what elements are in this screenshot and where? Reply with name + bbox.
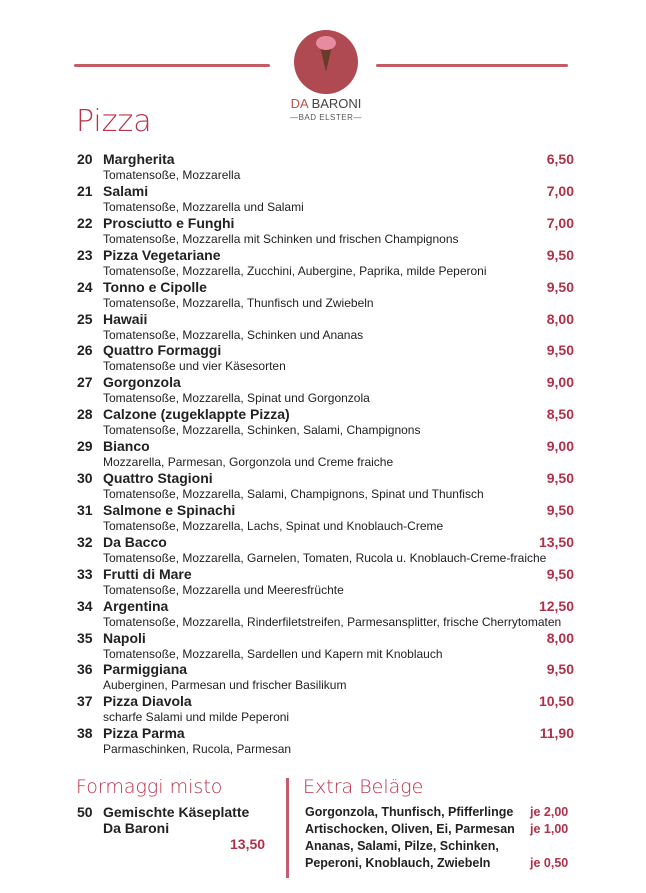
menu-item-price: 7,00	[546, 182, 574, 199]
brand-name	[270, 96, 382, 111]
menu-item-number: 33	[77, 565, 93, 582]
menu-item	[77, 215, 574, 247]
menu-item-description: Tomatensoße, Mozzarella, Sardellen und Kapern mit Knoblauch	[103, 646, 443, 661]
menu-item-description: Tomatensoße, Mozzarella	[103, 168, 241, 182]
menu-item	[77, 342, 574, 374]
menu-item-name: Frutti di Mare	[103, 565, 192, 582]
menu-item-number: 36	[77, 661, 93, 678]
menu-item-name: Gorgonzola	[103, 374, 181, 391]
menu-item-number: 20	[77, 151, 93, 167]
menu-item-number: 35	[77, 629, 93, 646]
section-title-pizza: Pizza	[76, 104, 152, 139]
menu-item	[77, 247, 574, 279]
menu-item-name: Argentina	[103, 597, 169, 614]
logo-icecream-icon	[294, 30, 358, 94]
brand-name-a: DA	[290, 96, 308, 111]
menu-item-name: Da Bacco	[103, 533, 167, 550]
menu-item	[77, 183, 574, 215]
menu-item-price: 9,50	[546, 342, 574, 359]
menu-item-name: Napoli	[103, 629, 146, 646]
section-title-formaggi: Formaggi misto	[76, 776, 223, 798]
section-divider	[286, 778, 289, 878]
menu-item-number: 21	[77, 182, 93, 199]
menu-item	[77, 470, 574, 502]
menu-item-description: Parmaschinken, Rucola, Parmesan	[103, 742, 292, 757]
menu-item	[77, 566, 574, 598]
decorative-rule-right	[376, 64, 568, 67]
menu-item	[77, 311, 574, 343]
menu-item-number: 31	[77, 501, 93, 518]
menu-item-name: Pizza Parma	[103, 725, 185, 742]
menu-item-price: 12,50	[538, 597, 574, 614]
menu-item-name: Pizza Diavola	[103, 693, 192, 710]
menu-item-description: Tomatensoße, Mozzarella und Salami	[103, 199, 304, 214]
menu-item-name: Prosciutto e Funghi	[103, 214, 235, 231]
menu-item-description: scharfe Salami und milde Peperoni	[103, 710, 290, 725]
menu-item	[77, 151, 574, 183]
menu-item-name: Quattro Stagioni	[103, 470, 213, 486]
menu-item-description: Tomatensoße, Mozzarella und Meeresfrüchte	[103, 582, 344, 597]
menu-item-description: Mozzarella, Parmesan, Gorgonzola und Creme fraiche	[103, 455, 394, 470]
menu-item-name: Salmone e Spinachi	[103, 501, 236, 518]
extra-topping-price: je 1,00	[530, 822, 569, 836]
menu-item-number: 28	[77, 406, 93, 423]
menu-item-name: Margherita	[103, 151, 175, 167]
menu-item-description: Auberginen, Parmesan und frischer Basilikum	[103, 678, 347, 693]
menu-item-price: 9,50	[546, 246, 574, 263]
menu-item-number: 32	[77, 533, 93, 550]
menu-item-price: 9,50	[546, 278, 574, 295]
menu-item-name: Quattro Formaggi	[103, 342, 222, 359]
menu-item-description: Tomatensoße, Mozzarella, Thunfisch und Zwiebeln	[103, 295, 374, 310]
extra-topping-price: je 2,00	[530, 805, 569, 819]
menu-item-price: 13,50	[538, 533, 574, 550]
menu-item	[77, 598, 574, 630]
menu-item-price: 7,00	[546, 214, 574, 231]
menu-item-number: 34	[77, 597, 93, 614]
menu-item-description: Tomatensoße, Mozzarella, Garnelen, Tomaten, Rucola u. Knoblauch-Creme-fraiche	[103, 550, 547, 565]
section-title-extra: Extra Beläge	[303, 776, 424, 798]
menu-item-price: 6,50	[546, 151, 574, 167]
menu-item-price: 9,50	[546, 661, 574, 678]
menu-item-price: 11,90	[539, 725, 574, 742]
extra-topping-line: Peperoni, Knoblauch, Zwiebeln	[305, 856, 491, 870]
menu-item-description: Tomatensoße, Mozzarella, Lachs, Spinat und Knoblauch-Creme	[103, 518, 444, 533]
menu-item-price: 9,50	[546, 470, 574, 486]
menu-item-price: 9,00	[546, 374, 574, 391]
menu-item-number: 23	[77, 246, 93, 263]
menu-item	[77, 406, 574, 438]
menu-item-price: 10,50	[538, 693, 574, 710]
formaggi-price: 13,50	[230, 836, 266, 852]
brand-name-b: BARONI	[311, 96, 362, 111]
menu-item-description: Tomatensoße, Mozzarella, Rinderfiletstreifen, Parmesansplitter, frische Cherrytomaten	[103, 614, 562, 629]
extra-topping-line: Artischocken, Oliven, Ei, Parmesan	[305, 822, 515, 836]
menu-item-price: 8,50	[546, 406, 574, 423]
menu-item-name: Calzone (zugeklappte Pizza)	[103, 406, 290, 423]
menu-item-number: 24	[77, 278, 93, 295]
formaggi-name-1: Gemischte Käseplatte	[103, 804, 250, 820]
menu-item	[77, 534, 574, 566]
extra-topping-line: Ananas, Salami, Pilze, Schinken,	[305, 839, 499, 853]
menu-item	[77, 630, 574, 662]
menu-item-description: Tomatensoße, Mozzarella mit Schinken und frischen Champignons	[103, 231, 459, 246]
menu-item-description: Tomatensoße, Mozzarella, Schinken, Salami, Champignons	[103, 423, 421, 438]
menu-item	[77, 502, 574, 534]
menu-item-number: 27	[77, 374, 93, 391]
decorative-rule-left	[74, 64, 270, 67]
menu-item	[77, 279, 574, 311]
menu-item-name: Bianco	[103, 438, 150, 455]
menu-item-description: Tomatensoße, Mozzarella, Salami, Champignons, Spinat und Thunfisch	[103, 487, 484, 501]
menu-item-number: 30	[77, 470, 93, 486]
menu-item-price: 8,00	[546, 310, 574, 327]
extra-topping-price: je 0,50	[530, 856, 569, 870]
menu-item-description: Tomatensoße, Mozzarella, Spinat und Gorgonzola	[103, 391, 370, 406]
menu-item	[77, 661, 574, 693]
menu-item-number: 37	[77, 693, 93, 710]
menu-item-number: 29	[77, 438, 93, 455]
menu-item-price: 8,00	[546, 629, 574, 646]
menu-item	[77, 438, 574, 470]
menu-item-price: 9,50	[546, 565, 574, 582]
extra-topping-line: Gorgonzola, Thunfisch, Pfifferlinge	[305, 805, 514, 819]
menu-item-number: 38	[77, 725, 93, 742]
menu-item	[77, 693, 574, 725]
menu-item-description: Tomatensoße, Mozzarella, Schinken und Ananas	[103, 327, 364, 342]
menu-item-price: 9,00	[546, 438, 574, 455]
brand-subtitle: —BAD ELSTER—	[290, 113, 362, 122]
formaggi-name-2: Da Baroni	[103, 820, 170, 836]
menu-item-name: Tonno e Cipolle	[103, 278, 207, 295]
menu-item-number: 22	[77, 214, 93, 231]
menu-item-description: Tomatensoße und vier Käsesorten	[103, 359, 286, 374]
menu-item-name: Hawaii	[103, 310, 148, 327]
menu-item-name: Parmiggiana	[103, 661, 188, 678]
menu-item-description: Tomatensoße, Mozzarella, Zucchini, Aubergine, Paprika, milde Peperoni	[103, 263, 487, 278]
menu-item-number: 26	[77, 342, 93, 359]
menu-item-name: Salami	[103, 182, 149, 199]
menu-item	[77, 374, 574, 406]
menu-item-name: Pizza Vegetariane	[103, 246, 221, 263]
formaggi-num: 50	[77, 804, 93, 820]
menu-item-number: 25	[77, 310, 93, 327]
menu-item-price: 9,50	[546, 501, 574, 518]
menu-item	[77, 725, 574, 757]
